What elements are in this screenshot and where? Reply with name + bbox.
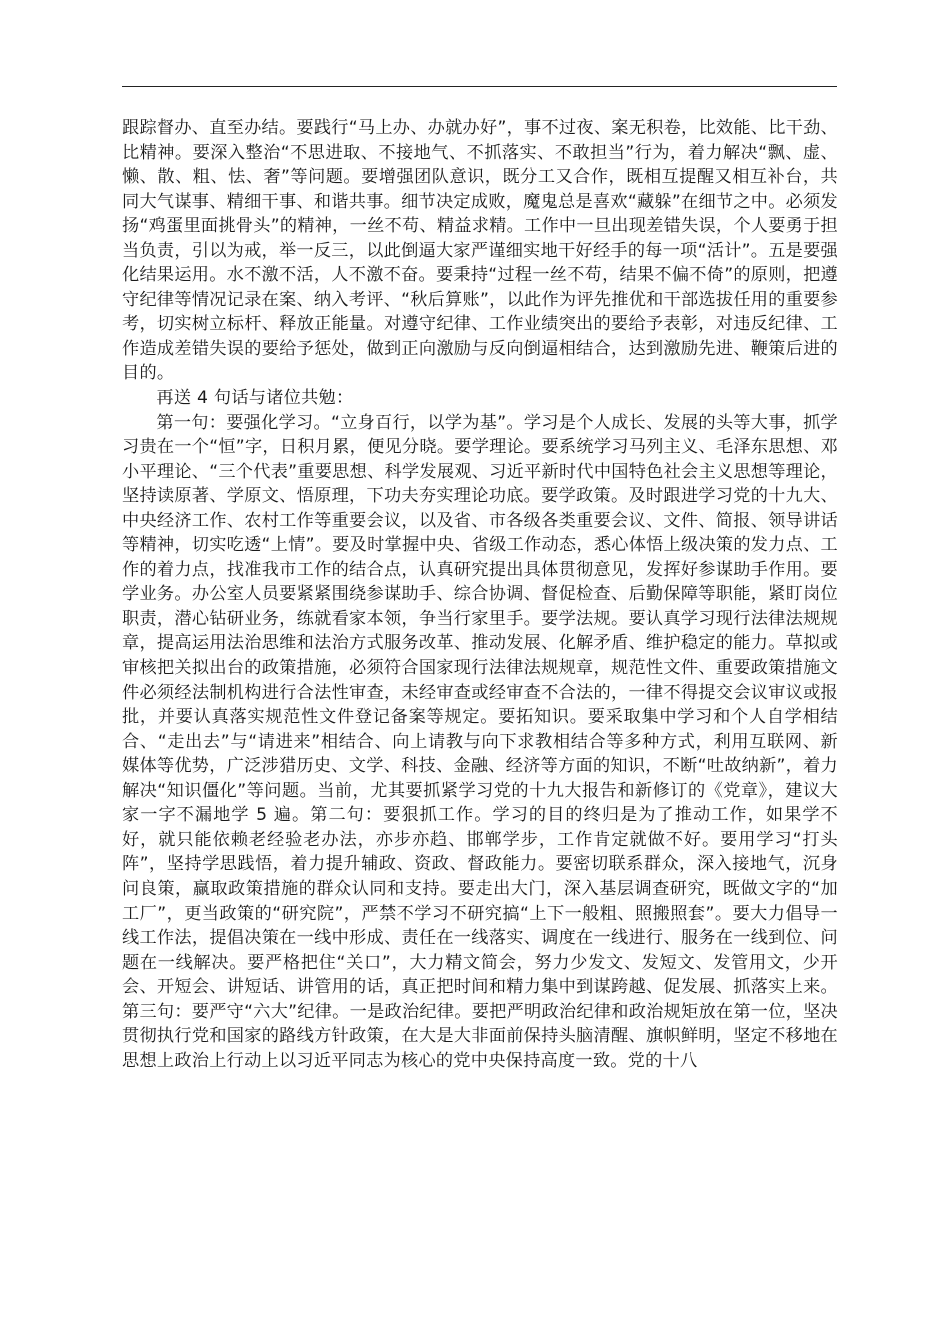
body-paragraph: 第一句：要强化学习。“立身百行，以学为基”。学习是个人成长、发展的头等大事，抓学习贵在一个“恒”字，日积月累，便见分晓。要学理论。要系统学习马列主义、毛泽东思想、邓小平理论、“三个代表”重要思想、科学发展观、习近平新时代中国特色社会主义思想等理论，坚持读原著、学原文、悟原理，下功夫夯实理论功底。要学政策。及时跟进学习党的十九大、中央经济工作、农村工作等重要会议，以及省、市各级各类重要会议、文件、简报、领导讲话等精神，切实吃透“上情”。要及时掌握中央、省级工作动态，悉心体悟上级决策的发力点、工作的着力点，找准我市工作的结合点，认真研究提出具体贯彻意见，发挥好参谋助手作用。要学业务。办公室人员要紧紧围绕参谋助手、综合协调、督促检查、后勤保障等职能，紧盯岗位职责，潜心钻研业务，练就看家本领，争当行家里手。要学法规。要认真学习现行法律法规规章，提高运用法治思维和法治方式服务改革、推动发展、化解矛盾、维护稳定的能力。草拟或审核把关拟出台的政策措施，必须符合国家现行法律法规规章，规范性文件、重要政策措施文件必须经法制机构进行合法性审查，未经审查或经审查不合法的，一律不得提交会议审议或报批，并要认真落实规范性文件登记备案等规定。要拓知识。要采取集中学习和个人自学相结合、“走出去”与“请进来”相结合、向上请教与向下求教相结合等多种方式，利用互联网、新媒体等优势，广泛涉猎历史、文学、科技、金融、经济等方面的知识，不断“吐故纳新”，着力解决“知识僵化”等问题。当前，尤其要抓紧学习党的十九大报告和新修订的《党章》，建议大家一字不漏地学 5 遍。第二句：要狠抓工作。学习的目的终归是为了推动工作，如果学不好，就只能依赖老经验老办法，亦步亦趋、邯郸学步，工作肯定就做不好。要用学习“打头阵”，坚持学思践悟，着力提升辅政、资政、督政能力。要密切联系群众，深入接地气，沉身问良策，赢取政策措施的群众认同和支持。要走出大门，深入基层调查研究，既做文字的“加工厂”，更当政策的“研究院”，严禁不学习不研究搞“上下一般粗、照搬照套”。要大力倡导一线工作法，提倡决策在一线中形成、责任在一线落实、调度在一线进行、服务在一线到位、问题在一线解决。要严格把住“关口”，大力精文简会，努力少发文、发短文、发管用文，少开会、开短会、讲短话、讲管用的话，真正把时间和精力集中到谋跨越、促发展、抓落实上来。第三句：要严守“六大”纪律。一是政治纪律。要把严明政治纪律和政治规矩放在第一位，坚决贯彻执行党和国家的路线方针政策，在大是大非面前保持头脑清醒、旗帜鲜明，坚定不移地在思想上政治上行动上以习近平同志为核心的党中央保持高度一致。党的十八 bbox=[122, 412, 838, 1071]
body-paragraph: 跟踪督办、直至办结。要践行“马上办、办就办好”，事不过夜、案无积卷，比效能、比干劲、比精神。要深入整治“不思进取、不接地气、不抓落实、不敢担当”行为，着力解决“飘、虚、懒、散、粗、怯、奢”等问题。要增强团队意识，既分工又合作，既相互提醒又相互补台，共同大气谋事、精细干事、和谐共事。细节决定成败，魔鬼总是喜欢“藏躲”在细节之中。必须发扬“鸡蛋里面挑骨头”的精神，一丝不苟、精益求精。工作中一旦出现差错失误，个人要勇于担当负责，引以为戒，举一反三，以此倒逼大家严谨细实地干好经手的每一项“活计”。五是要强化结果运用。水不激不活，人不激不奋。要秉持“过程一丝不苟，结果不偏不倚”的原则，把遵守纪律等情况记录在案、纳入考评、“秋后算账”，以此作为评先推优和干部选拔任用的重要参考，切实树立标杆、释放正能量。对遵守纪律、工作业绩突出的要给予表彰，对违反纪律、工作造成差错失误的要给予惩处，做到正向激励与反向倒逼相结合，达到激励先进、鞭策后进的目的。 bbox=[122, 118, 838, 384]
document-body bbox=[122, 116, 838, 1073]
body-paragraph: 再送 4 句话与诸位共勉： bbox=[156, 388, 354, 409]
header-rule bbox=[122, 86, 837, 87]
